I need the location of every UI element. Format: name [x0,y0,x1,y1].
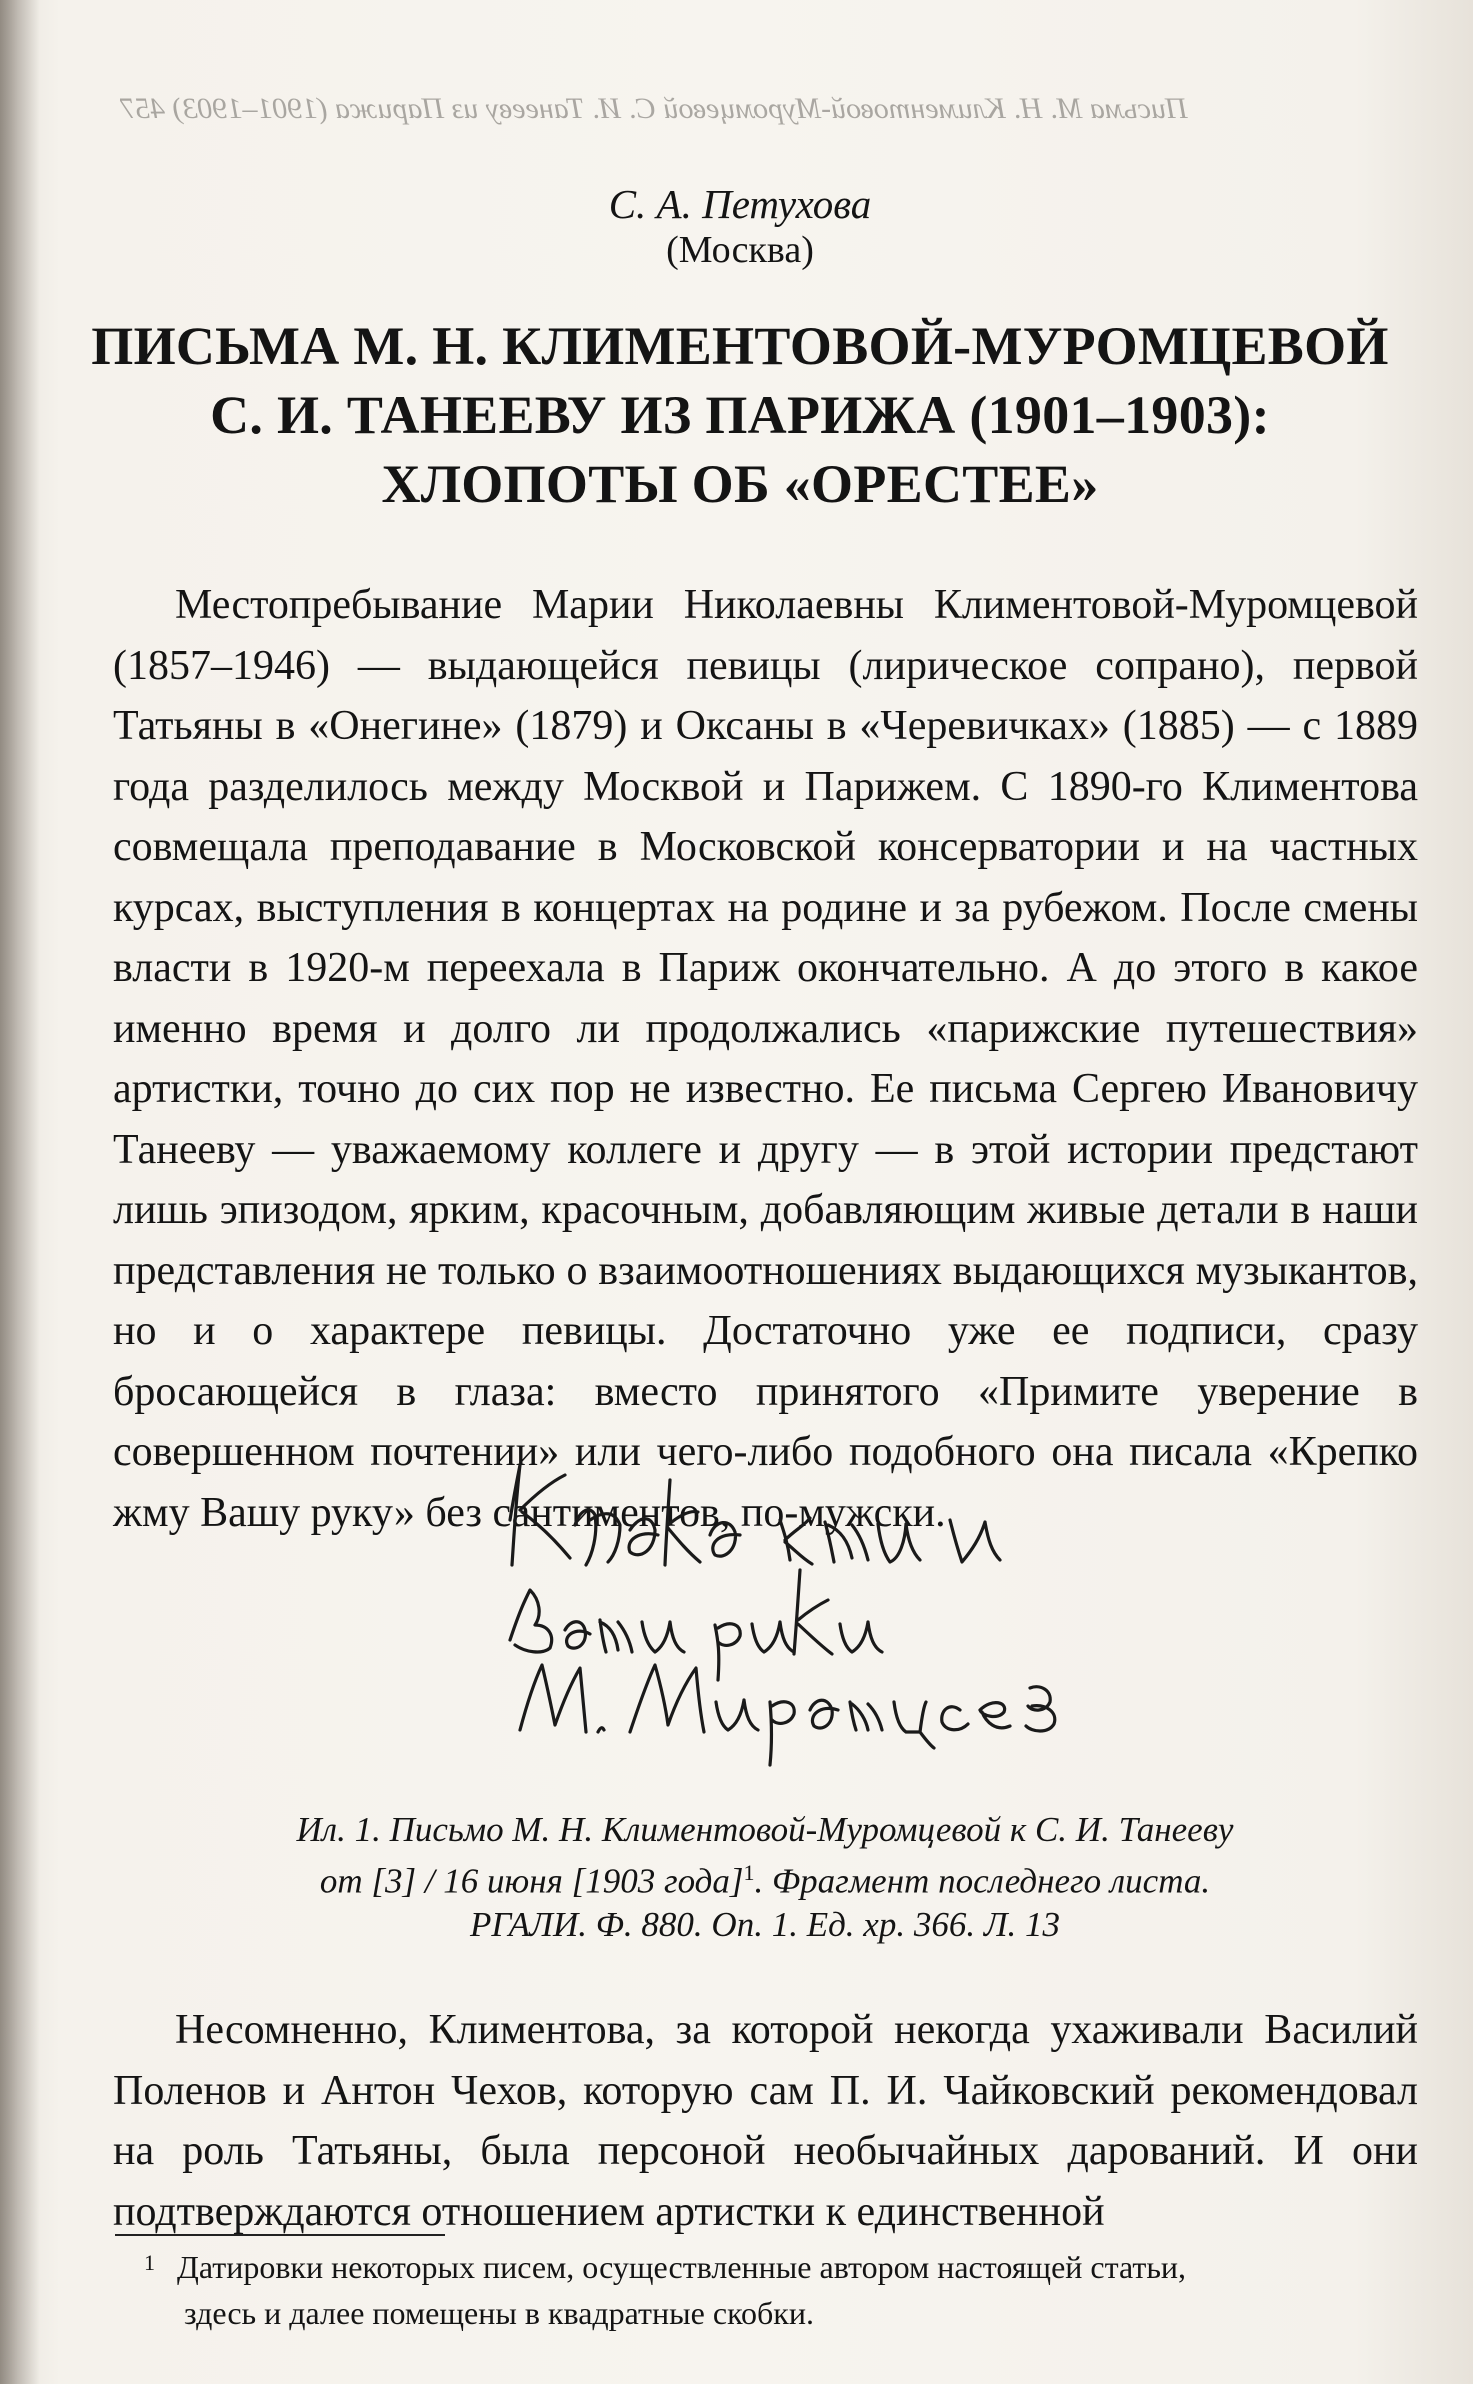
caption-date: от [3] / 16 июня [1903 года] [319,1861,744,1901]
footnote-line-1: Датировки некоторых писем, осуществленные автором настоящей статьи, [177,2249,1187,2285]
caption-line-2 [150,1851,1380,1903]
title-line: С. И. ТАНЕЕВУ ИЗ ПАРИЖА (1901–1903): [210,385,1270,445]
footnote-divider [115,2234,445,2236]
title-line: ПИСЬМА М. Н. КЛИМЕНТОВОЙ-МУРОМЦЕВОЙ [91,316,1389,376]
paragraph-text: Местопребывание Марии Николаевны Климентовой-Муромцевой (1857–1946) — выдающейся певицы (лирическое сопрано), первой Татьяны в «Онегине» (1879) и Оксаны в «Черевичках» (1885) — с 1889 года разделилось между Москвой и Парижем. С 1890-го Климентова совмещала преподавание в Московской консерватории и на частных курсах, выступления в концертах на родине и за рубежом. После смены власти в 1920-м переехала в Париж окончательно. А до этого в какое именно время и долго ли продолжались «парижские путешествия» артистки, точно до сих пор не известно. Ее письма Сергею Ивановичу Танееву — уважаемому коллеге и другу — в этой истории предстают лишь эпизодом, ярким, красочным, добавляющим живые детали в наши представления не только о взаимоотношениях выдающихся музыкантов, но и о характере певицы. Достаточно уже ее подписи, сразу бросающейся в глаза: вместо принятого «Примите уверение в совершенном почтении» или чего-либо подобного она писала «Крепко жму Вашу руку» без сантиментов, по-мужски. [113,582,1418,1536]
article-title [80,312,1400,519]
caption-fragment: . Фрагмент последнего листа. [754,1861,1211,1901]
footnote-ref: 1 [743,1860,755,1885]
author-city: (Москва) [666,229,814,271]
paragraph-text: Несомненно, Климентова, за которой некогда ухаживали Василий Поленов и Антон Чехов, которую сам П. И. Чайковский рекомендовал на роль Татьяны, была персоной необычайных дарований. И они подтверждаются отношением артистки к единственной [113,2007,1418,2235]
body-paragraph-2 [113,2000,1418,2242]
caption-line-3: РГАЛИ. Ф. 880. Оп. 1. Ед. хр. 366. Л. 13 [469,1904,1061,1944]
article-author: С. А. Петухова [608,181,872,227]
running-head-bleed: Письма М. Н. Климентовой-Муромцевой С. И. Танееву из Парижа (1901–1903) 457 [120,92,1188,125]
title-line: ХЛОПОТЫ ОБ «ОРЕСТЕЕ» [381,454,1099,514]
footnote-number: 1 [144,2250,155,2275]
handwritten-signature [480,1440,1120,1770]
caption-line-1: Ил. 1. Письмо М. Н. Климентовой-Муромцевой к С. И. Танееву [296,1810,1234,1849]
footnote [122,2240,1422,2336]
figure-caption [150,1808,1380,1946]
footnote-line-2: здесь и далее помещены в квадратные скобки. [184,2295,814,2331]
body-paragraph-1 [113,575,1418,1543]
spine-shadow [0,0,40,2384]
